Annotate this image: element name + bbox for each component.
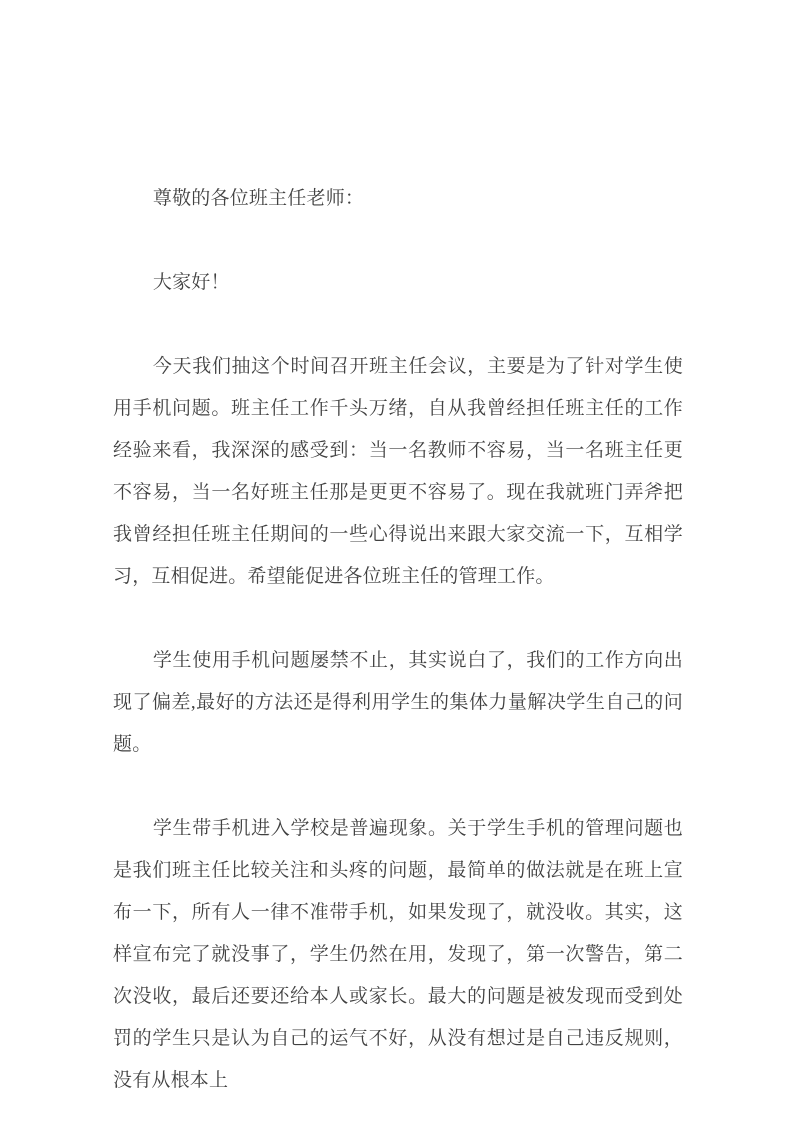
paragraph-meeting-opening: 今天我们抽这个时间召开班主任会议，主要是为了针对学生使用手机问题。班主任工作千头万绪，自从我曾经担任班主任的工作经验来看，我深深的感受到：当一名教师不容易，当一名班主任更不容易，当一名好班主任那是更更不容易了。现在我就班门弄斧把我曾经担任班主任期间的一些心得说出来跟大家交流一下，互相学习，互相促进。希望能促进各位班主任的管理工作。	[113, 356, 683, 587]
salutation-line: 尊敬的各位班主任老师：	[152, 188, 365, 209]
paragraph-phone-management: 学生带手机进入学校是普遍现象。关于学生手机的管理问题也是我们班主任比较关注和头疼的问题，最简单的做法就是在班上宣布一下，所有人一律不准带手机，如果发现了，就没收。其实，这样宣布完了就没事了，学生仍然在用，发现了，第一次警告，第二次没收，最后还要还给本人或家长。最大的问题是被发现而受到处罚的学生只是认为自己的运气不好，从没有想过是自己违反规则，没有从根本上	[113, 818, 683, 1091]
greeting-line: 大家好！	[152, 272, 230, 293]
paragraph-problem-statement: 学生使用手机问题屡禁不止，其实说白了，我们的工作方向出现了偏差,最好的方法还是得利用学生的集体力量解决学生自己的问题。	[113, 650, 683, 755]
